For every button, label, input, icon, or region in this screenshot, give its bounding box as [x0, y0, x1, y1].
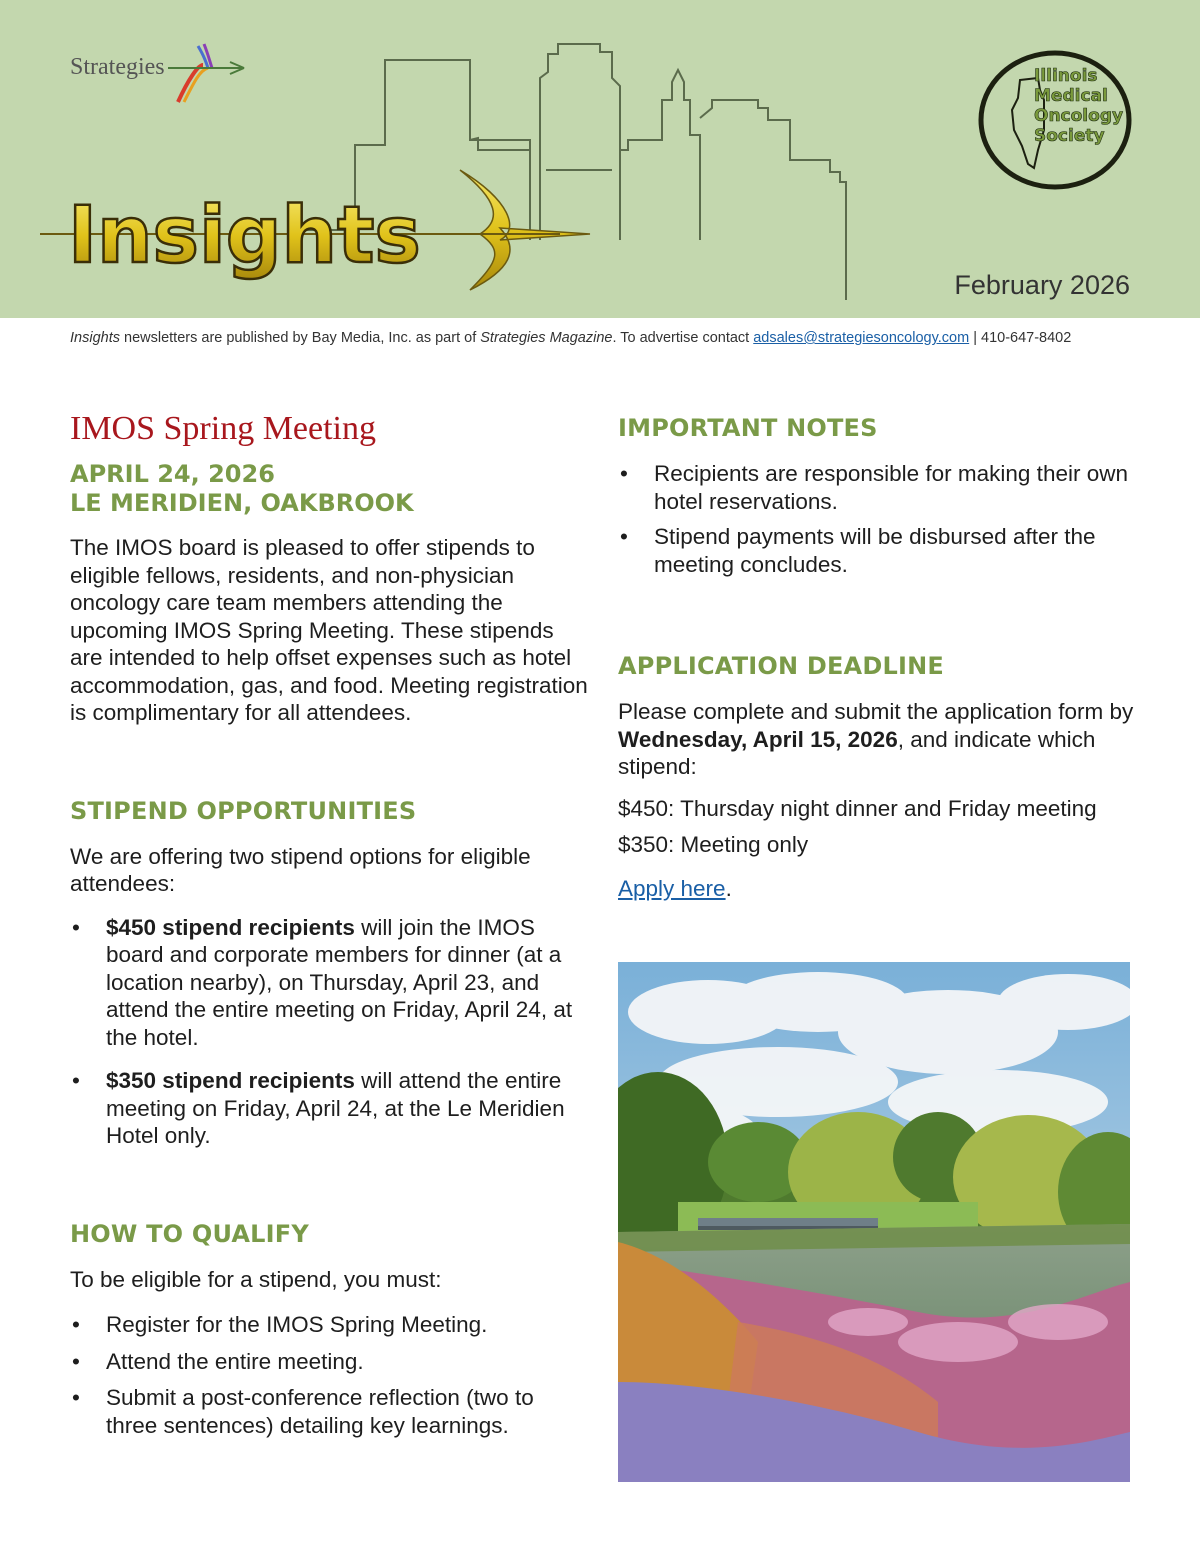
notes-list — [618, 460, 1138, 578]
strategies-arrow-icon — [168, 40, 248, 110]
option-350: $350: Meeting only — [618, 832, 809, 857]
apply-here-link[interactable]: Apply here — [618, 875, 726, 901]
qualify-intro: To be eligible for a stipend, you must: — [70, 1266, 442, 1292]
issue-date: February 2026 — [954, 270, 1130, 300]
stipend-heading: STIPEND OPPORTUNITIES — [70, 796, 417, 825]
garden-pond-image — [618, 962, 1130, 1482]
newsletter-header — [0, 0, 1200, 318]
magazine-name: Strategies Magazine — [480, 330, 613, 346]
qualify-heading: HOW TO QUALIFY — [70, 1219, 309, 1248]
ad-email-link[interactable]: adsales@strategiesoncology.com — [753, 330, 970, 346]
intro-paragraph: The IMOS board is pleased to offer stipends to eligible fellows, residents, and non-physician oncology care team members attending the upcoming IMOS Spring Meeting. These stipends are intended to help offset expenses such as hotel accommodation, gas, and food. Meeting registration is complimentary for all attendees. — [70, 535, 588, 725]
insights-logo-text: Insights — [68, 191, 421, 281]
deadline-heading: APPLICATION DEADLINE — [618, 652, 944, 680]
meeting-date: APRIL 24, 2026 — [70, 460, 275, 488]
stipend-list — [70, 914, 590, 1150]
list-item: • Register for the IMOS Spring Meeting. — [70, 1311, 590, 1339]
notes-heading: IMPORTANT NOTES — [618, 414, 878, 442]
list-item: • Submit a post-conference reflection (two to three sentences) detailing key learnings. — [70, 1384, 590, 1439]
insights-logo — [40, 160, 600, 300]
list-item: • Stipend payments will be disbursed after the meeting concludes. — [618, 523, 1138, 578]
strategies-brand: Strategies — [70, 54, 165, 80]
meeting-venue: LE MERIDIEN, OAKBROOK — [70, 489, 414, 517]
right-column — [618, 414, 1138, 902]
garden-pond-photo — [618, 962, 1130, 1482]
page-title: IMOS Spring Meeting — [70, 410, 376, 447]
list-item: • Attend the entire meeting. — [70, 1348, 590, 1376]
apply-line: Apply here. — [618, 875, 732, 901]
insights-name: Insights — [70, 330, 120, 346]
imos-seal-text: Illinois Medical Oncology Society — [1034, 66, 1124, 146]
deadline-paragraph: Please complete and submit the application form by Wednesday, April 15, 2026, and indicate which stipend: — [618, 699, 1134, 779]
list-item: • Recipients are responsible for making their own hotel reservations. — [618, 460, 1138, 515]
list-item: • $350 stipend recipients will attend the entire meeting on Friday, April 24, at the Le Meridien Hotel only. — [70, 1067, 590, 1150]
option-450: $450: Thursday night dinner and Friday meeting — [618, 795, 1097, 821]
list-item: • $450 stipend recipients will join the IMOS board and corporate members for dinner (at a location nearby), on Thursday, April 23, and attend the entire meeting on Friday, April 24, at the hotel. — [70, 914, 590, 1052]
stipend-intro: We are offering two stipend options for eligible attendees: — [70, 843, 531, 896]
qualify-list — [70, 1311, 590, 1439]
publisher-line: Insights newsletters are published by Bay Media, Inc. as part of Strategies Magazine. To advertise contact adsales@strategiesoncology.com | 410-647-8402 — [70, 330, 1072, 346]
left-column — [70, 410, 590, 1439]
